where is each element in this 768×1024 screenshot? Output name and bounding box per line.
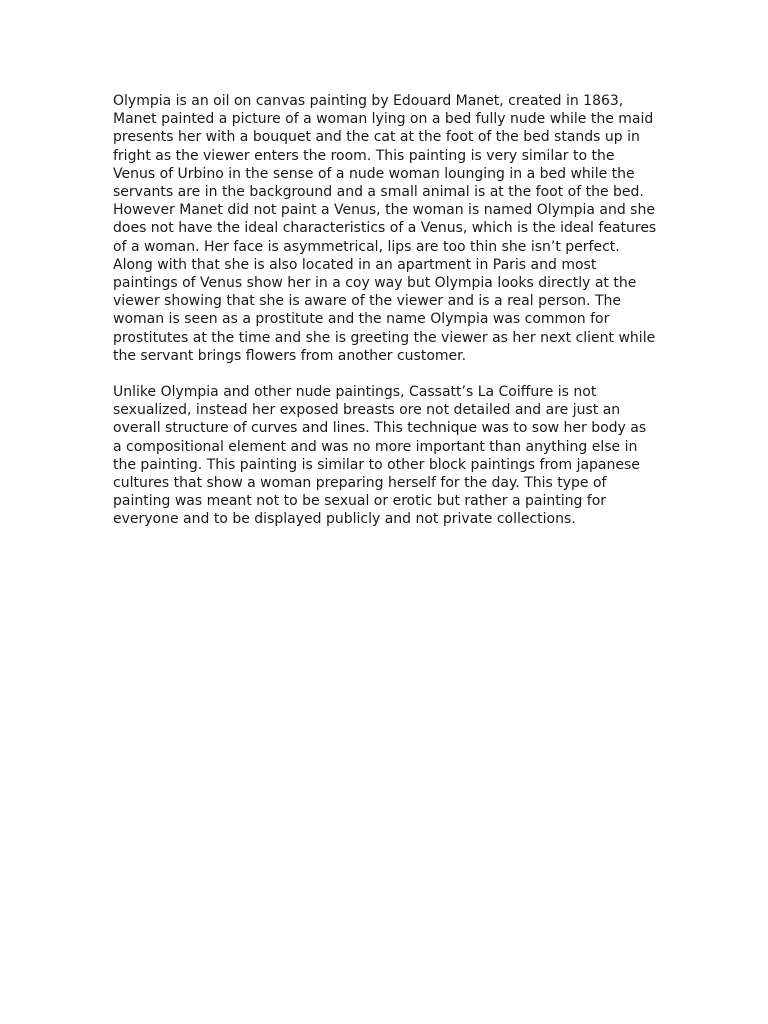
paragraph-olympia: Olympia is an oil on canvas painting by Edouard Manet, created in 1863, Manet painted a picture of a woman lying on a bed fully nude while the maid presents her with a bouquet and the cat at the foot of the bed stands up in fright as the viewer enters the room. This painting is very similar to the Venus of Urbino in the sense of a nude woman lounging in a bed while the servants are in the background and a small animal is at the foot of the bed. However Manet did not paint a Venus, the woman is named Olympia and she does not have the ideal characteristics of a Venus, which is the ideal features of a woman. Her face is asymmetrical, lips are too thin she isn’t perfect. Along with that she is also located in an apartment in Paris and most paintings of Venus show her in a coy way but Olympia looks directly at the viewer showing that she is aware of the viewer and is a real person. The woman is seen as a prostitute and the name Olympia was common for prostitutes at the time and she is greeting the viewer as her next client while the servant brings flowers from another customer. (113, 93, 657, 364)
document-body (113, 92, 658, 547)
paragraph-la-coiffure: Unlike Olympia and other nude paintings, Cassatt’s La Coiffure is not sexualized, instead her exposed breasts ore not detailed and are just an overall structure of curves and lines. This technique was to sow her body as a compositional element and was no more important than anything else in the painting. This painting is similar to other block paintings from japanese cultures that show a woman preparing herself for the day. This type of painting was meant not to be sexual or erotic but rather a painting for everyone and to be displayed publicly and not private collections. (113, 384, 647, 528)
